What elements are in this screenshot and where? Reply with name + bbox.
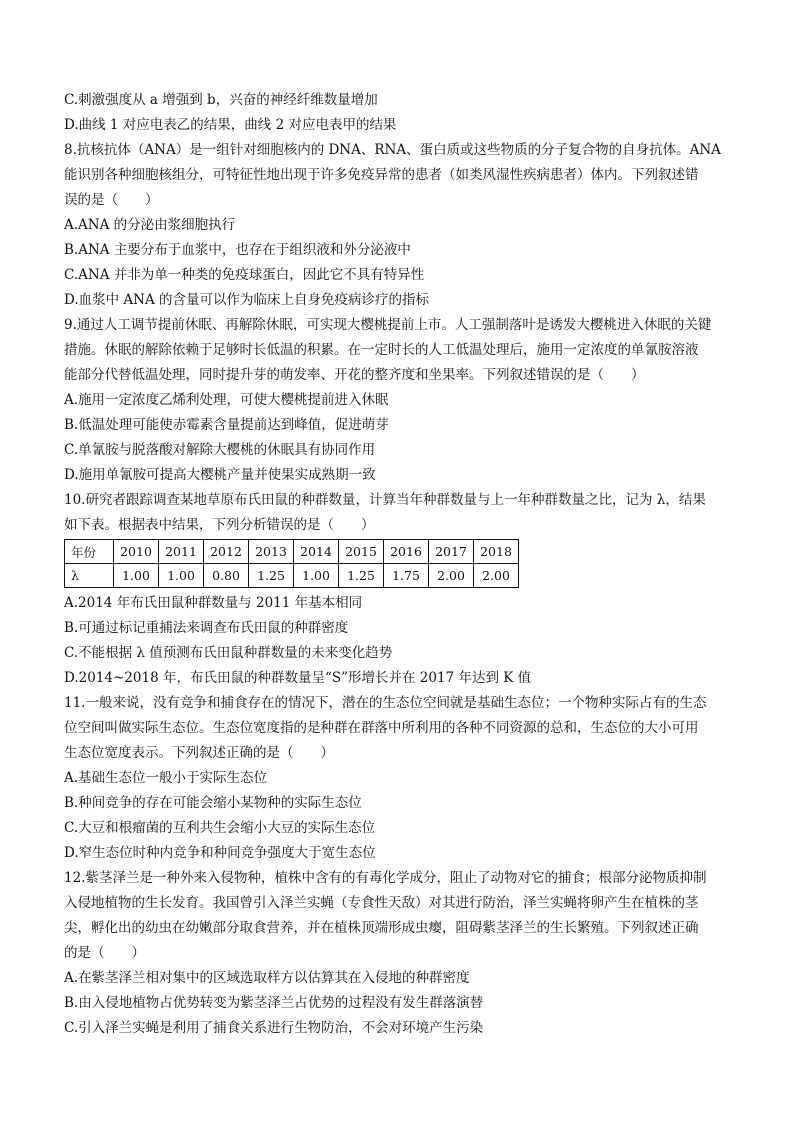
option-line: B.种间竞争的存在可能会缩小某物种的实际生态位 [64,795,362,811]
table-cell: 0.80 [204,564,249,588]
table-cell: 2017 [429,540,474,564]
table-cell: 2010 [114,540,159,564]
text-line: 能识别各种细胞核组分，可特征性地出现于许多免疫异常的患者（如类风湿性疾病患者）体内。下列叙述错 [64,167,699,183]
text-line: 措施。休眠的解除依赖于足够时长低温的积累。在一定时长的人工低温处理后，施用一定浓度的单氰胺溶液 [64,342,699,358]
question-8-stem: 8.抗核抗体（ANA）是一组针对细胞核内的 DNA、RNA、蛋白质或这些物质的分子复合物的自身抗体。ANA [64,142,721,158]
table-cell: 2015 [339,540,384,564]
table-cell: 1.25 [339,564,384,588]
option-line: B.ANA 主要分布于血浆中，也存在于组织液和外分泌液中 [64,242,411,258]
table-row-year [65,540,519,564]
lambda-table [64,539,519,588]
table-cell: 2.00 [474,564,519,588]
option-line: B.由入侵地植物占优势转变为紫茎泽兰占优势的过程没有发生群落演替 [64,995,484,1011]
option-line: C.ANA 并非为单一种类的免疫球蛋白，因此它不具有特异性 [64,267,425,283]
table-cell: 1.75 [384,564,429,588]
table-cell: 2011 [159,540,204,564]
question-12-stem: 12.紫茎泽兰是一种外来入侵物种，植株中含有的有毒化学成分，阻止了动物对它的捕食；根部分泌物质抑制 [64,870,707,886]
option-line: C.单氰胺与脱落酸对解除大樱桃的休眠具有协同作用 [64,442,376,458]
text-line: 如下表。根据表中结果，下列分析错误的是（ ） [64,517,375,533]
text-line: 入侵地植物的生长发育。我国曾引入泽兰实蝇（专食性天敌）对其进行防治，泽兰实蝇将卵产生在植株的茎 [64,895,699,911]
text-line: 位空间叫做实际生态位。生态位宽度指的是种群在群落中所利用的各种不同资源的总和，生态位的大小可用 [64,720,699,736]
question-9-stem: 9.通过人工调节提前休眠、再解除休眠，可实现大樱桃提前上市。人工强制落叶是诱发大樱桃进入休眠的关键 [64,317,712,333]
option-line: B.低温处理可能使赤霉素含量提前达到峰值，促进萌芽 [64,417,389,433]
table-cell: 1.00 [159,564,204,588]
option-line: C.大豆和根瘤菌的互利共生会缩小大豆的实际生态位 [64,820,376,836]
option-line: A.基础生态位一般小于实际生态位 [64,770,268,786]
text-line: 尖，孵化出的幼虫在幼嫩部分取食营养，并在植株顶端形成虫瘿，阻碍紫茎泽兰的生长繁殖。下列叙述正确 [64,920,699,936]
text-block-top [64,88,728,538]
table-cell: 2018 [474,540,519,564]
option-line: D.血浆中 ANA 的含量可以作为临床上自身免疫病诊疗的指标 [64,292,430,308]
option-line: C.不能根据 λ 值预测布氏田鼠种群数量的未来变化趋势 [64,645,393,661]
option-line: A.施用一定浓度乙烯利处理，可使大樱桃提前进入休眠 [64,392,389,408]
question-11-stem: 11.一般来说，没有竞争和捕食存在的情况下，潜在的生态位空间就是基础生态位；一个物种实际占有的生态 [64,695,707,711]
table-cell: 1.00 [294,564,339,588]
option-line: D.窄生态位时种内竞争和种间竞争强度大于宽生态位 [64,845,376,861]
table-cell: 2016 [384,540,429,564]
table-row-lambda [65,564,519,588]
text-line: 的是（ ） [64,945,145,961]
option-line: D.2014~2018 年，布氏田鼠的种群数量呈“S”形增长并在 2017 年达到 K 值 [64,670,532,686]
option-line: B.可通过标记重捕法来调查布氏田鼠的种群密度 [64,620,349,636]
table-header-year: 年份 [65,540,114,564]
table-cell: 2.00 [429,564,474,588]
text-line: 生态位宽度表示。下列叙述正确的是（ ） [64,745,334,761]
table-cell: 2013 [249,540,294,564]
document-content [64,88,728,1041]
table-cell: 2014 [294,540,339,564]
option-line: C.引入泽兰实蝇是利用了捕食关系进行生物防治，不会对环境产生污染 [64,1020,484,1036]
option-line: A.2014 年布氏田鼠种群数量与 2011 年基本相同 [64,595,363,611]
table-cell: 1.00 [114,564,159,588]
option-line: A.在紫茎泽兰相对集中的区域选取样方以估算其在入侵地的种群密度 [64,970,470,986]
text-line: 误的是（ ） [64,192,159,208]
table-cell: 2012 [204,540,249,564]
text-line: C.刺激强度从 a 增强到 b，兴奋的神经纤维数量增加 [64,92,378,108]
table-header-lambda: λ [65,564,114,588]
option-line: A.ANA 的分泌由浆细胞执行 [64,217,236,233]
text-line: D.曲线 1 对应电表乙的结果，曲线 2 对应电表甲的结果 [64,117,397,133]
table-cell: 1.25 [249,564,294,588]
text-block-bottom [64,591,728,1041]
question-10-stem: 10.研究者跟踪调查某地草原布氏田鼠的种群数量，计算当年种群数量与上一年种群数量之比，记为 λ，结果 [64,492,706,508]
text-line: 能部分代替低温处理，同时提升芽的萌发率、开花的整齐度和坐果率。下列叙述错误的是（ ） [64,367,645,383]
option-line: D.施用单氰胺可提高大樱桃产量并使果实成熟期一致 [64,467,376,483]
